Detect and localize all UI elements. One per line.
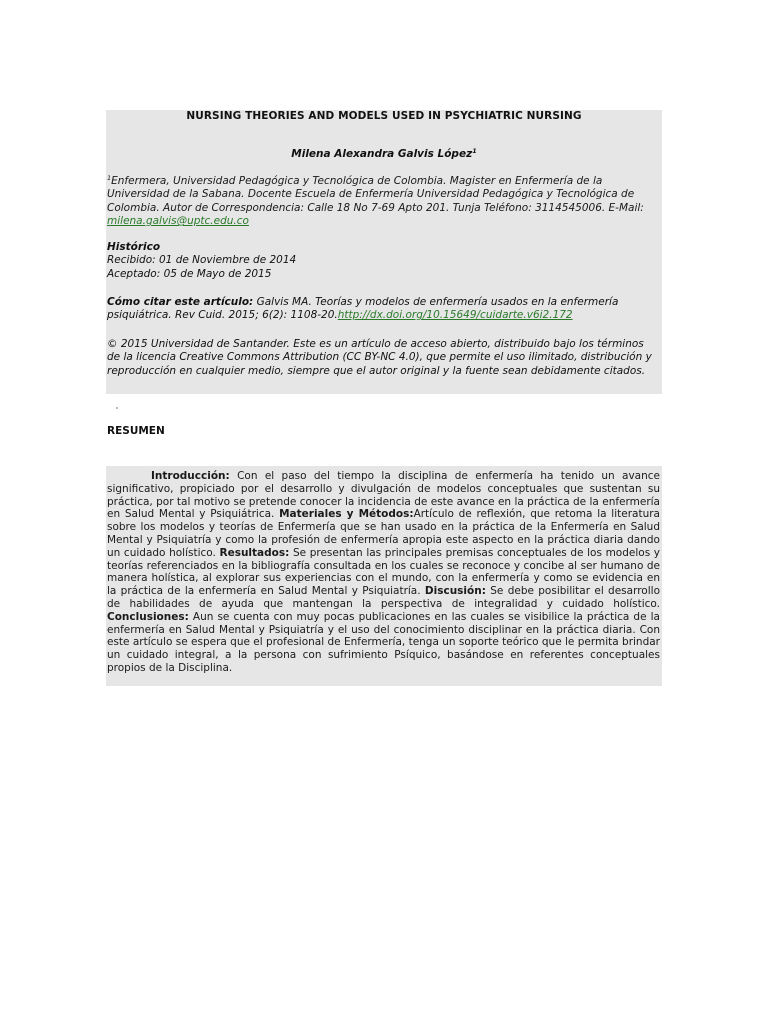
received-date: Recibido: 01 de Noviembre de 2014 <box>107 254 297 267</box>
history-section <box>107 241 659 281</box>
discussion-label: Discusión: <box>424 585 486 598</box>
author-line <box>106 145 662 161</box>
doi-link[interactable]: http://dx.doi.org/10.15649/cuidarte.v6i2.172 <box>337 309 573 322</box>
license-notice: © 2015 Universidad de Santander. Este es un artículo de acceso abierto, distribuido bajo los términos de la licencia Creative Commons Attribution (CC BY-NC 4.0), que permite el uso ilimitado, distribución y reproducción en cualquier medio, siempre que el autor original y la fuente sean debidamente citados. <box>107 338 652 377</box>
intro-label: Introducción: <box>151 470 230 482</box>
accepted-date: Aceptado: 05 de Mayo de 2015 <box>107 267 272 280</box>
conclusions-label: Conclusiones: <box>107 610 189 623</box>
methods-label: Materiales y Métodos: <box>279 508 414 521</box>
history-label: Histórico <box>107 241 161 253</box>
affiliation-superscript: 1 <box>107 174 112 182</box>
affiliation <box>107 172 659 229</box>
stray-mark <box>116 407 118 409</box>
affiliation-text: Enfermera, Universidad Pedagógica y Tecnológica de Colombia. Magister en Enfermería de la Universidad de la Sabana. Docente Escuela de Enfermería Universidad Pedagógica y Tecnológica de Colombia. Autor de Correspondencia: Calle 18 No 7-69 Apto 201. Tunja Teléfono: 3114545006. E-Mail: <box>107 175 644 214</box>
author-email-link[interactable]: milena.galvis@uptc.edu.co <box>107 215 249 228</box>
intro-text: Con el paso del tiempo la disciplina de enfermería ha tenido un avance significativo, propiciado por el desarrollo y divulgación de modelos conceptuales que sustentan su práctica, por tal motivo se pretende conocer la incidencia de este avance en la práctica de la enfermería en Salud Mental y Psiquiátrica. <box>107 470 660 521</box>
author-name: Milena Alexandra Galvis López <box>291 148 473 160</box>
resumen-heading: RESUMEN <box>107 425 165 437</box>
citation-label: Cómo citar este artículo: <box>107 296 254 308</box>
author-superscript: 1 <box>472 147 477 155</box>
citation-text: Galvis MA. Teorías y modelos de enfermería usados en la enfermería psiquiátrica. Rev Cuid. 2015; 6(2): 1108-20. <box>107 296 619 322</box>
results-text: Se presentan las principales premisas conceptuales de los modelos y teorías referenciados en la bibliografía consultada en los cuales se reconoce y concibe al ser humano de manera holística, al explorar sus experiencias con el mundo, con la enfermería y como se evidencia en la práctica de la enfermería en Salud Mental y Psiquiatría. <box>107 546 661 598</box>
citation-section <box>107 296 659 323</box>
methods-text: Artículo de reflexión, que retoma la literatura sobre los modelos y teorías de Enfermería que se han usado en la práctica de la Enfermería en Salud Mental y Psiquiatría y como la profesión de enfermería apropia este aspecto en la práctica diaria dando un cuidado holístico. <box>107 508 660 559</box>
conclusions-text: Aun se cuenta con muy pocas publicaciones en las cuales se visibilice la práctica de la enfermería en Salud Mental y Psiquiatría y el uso del conocimiento disciplinar en la práctica diaria. Con este artículo se espera que el profesional de Enfermería, tenga un soporte teórico que le permita brindar un cuidado integral, a la persona con sufrimiento Psíquico, basándose en referentes conceptuales propios de la Disciplina. <box>107 610 660 674</box>
discussion-text: Se debe posibilitar el desarrollo de habilidades de ayuda que mantengan la perspectiva de integralidad y cuidado holístico. <box>107 585 660 610</box>
results-label: Resultados: <box>219 546 290 559</box>
article-title: NURSING THEORIES AND MODELS USED IN PSYCHIATRIC NURSING <box>186 110 582 122</box>
abstract-paragraph <box>107 470 660 675</box>
